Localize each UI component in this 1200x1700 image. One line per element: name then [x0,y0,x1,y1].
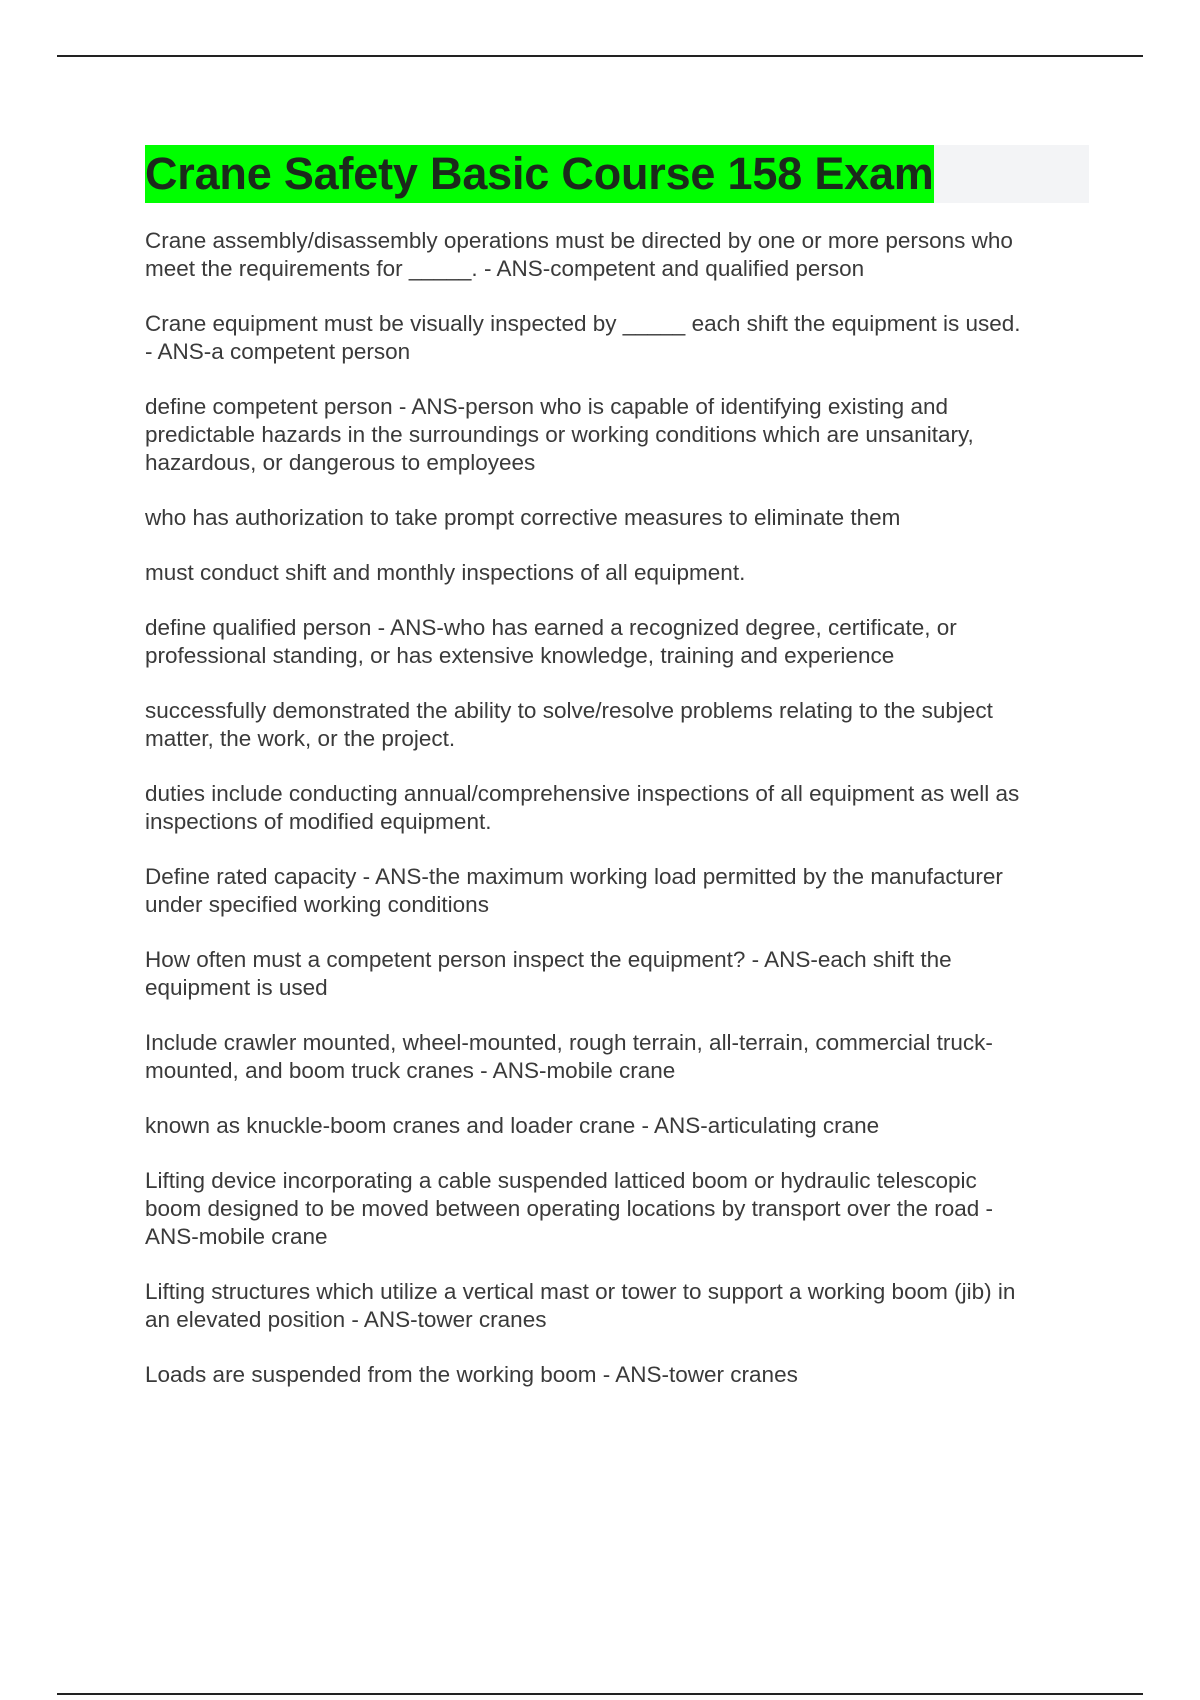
page-bottom-rule [57,1693,1143,1695]
qa-paragraph: How often must a competent person inspect the equipment? - ANS-each shift the equipment is used [145,947,952,1000]
qa-paragraph: Define rated capacity - ANS-the maximum working load permitted by the manufacturer under specified working conditions [145,864,1003,917]
qa-paragraph: Lifting structures which utilize a vertical mast or tower to support a working boom (jib) in an elevated position - ANS-tower cranes [145,1279,1016,1332]
qa-paragraph: Crane assembly/disassembly operations must be directed by one or more persons who meet the requirements for _____. - ANS-competent and qualified person [145,228,1013,281]
qa-paragraph: define qualified person - ANS-who has earned a recognized degree, certificate, or professional standing, or has extensive knowledge, training and experience [145,615,957,668]
qa-paragraph: Loads are suspended from the working boom - ANS-tower cranes [145,1362,798,1387]
qa-paragraph: Lifting device incorporating a cable suspended latticed boom or hydraulic telescopic boom designed to be moved between operating locations by transport over the road - ANS-mobile crane [145,1168,994,1249]
qa-paragraph: Include crawler mounted, wheel-mounted, rough terrain, all-terrain, commercial truck- mounted, and boom truck cranes - ANS-mobile crane [145,1030,993,1083]
document-body [145,145,1090,1416]
qa-paragraph: must conduct shift and monthly inspections of all equipment. [145,560,746,585]
qa-paragraph: Crane equipment must be visually inspected by _____ each shift the equipment is used. - ANS-a competent person [145,311,1021,364]
qa-paragraph: define competent person - ANS-person who is capable of identifying existing and predictable hazards in the surroundings or working conditions which are unsanitary, hazardous, or dangerous to employees [145,394,974,475]
qa-paragraph: duties include conducting annual/comprehensive inspections of all equipment as well as inspections of modified equipment. [145,781,1020,834]
document-title: Crane Safety Basic Course 158 Exam [145,145,934,203]
title-band [145,145,1089,203]
qa-paragraph: successfully demonstrated the ability to solve/resolve problems relating to the subject matter, the work, or the project. [145,698,993,751]
qa-paragraph: known as knuckle-boom cranes and loader crane - ANS-articulating crane [145,1113,880,1138]
qa-list [145,227,1090,1389]
page-top-rule [57,55,1143,57]
qa-paragraph: who has authorization to take prompt corrective measures to eliminate them [145,505,901,530]
